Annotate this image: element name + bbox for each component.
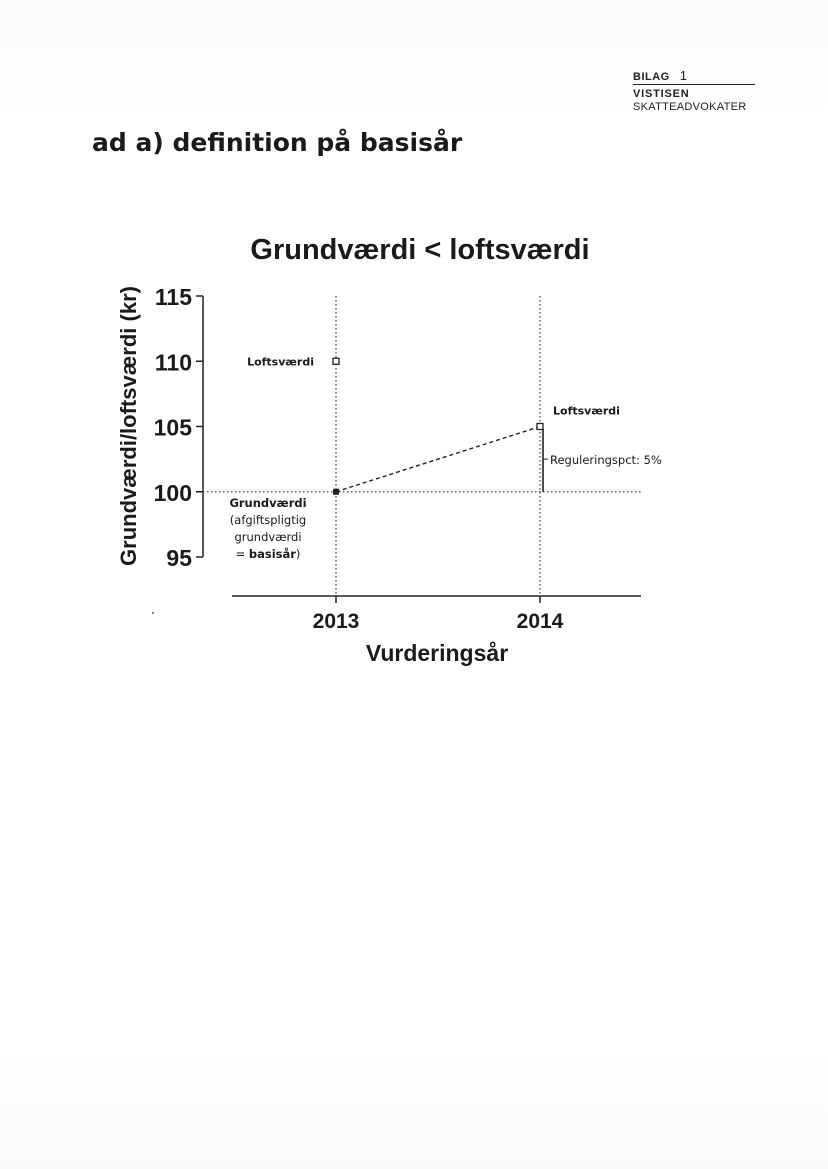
bilag-number: 1 [679,68,688,83]
y-tick-label-105: 105 [153,414,192,441]
grundvaerdi-annotation-basisaar: basisår [248,546,296,561]
firm-name-line1: VISTISEN [633,88,690,100]
grundvaerdi-point-2013 [333,489,339,495]
y-ticks-group [154,284,564,633]
y-tick-label-115: 115 [154,284,192,310]
x-axis-label: Vurderingsår [365,640,509,666]
regulation-line [336,428,537,492]
x-tick-label-2013: 2013 [312,610,360,633]
regulation-label: Reguleringspct: 5% [550,453,662,468]
grundvaerdi-annotation-line-3: grundværdi [234,529,302,544]
grundvaerdi-annotation-line-4 [236,547,301,561]
grundvaerdi-annotation-prefix: = [235,546,249,561]
bilag-label: BILAG [633,71,670,83]
loftsvaerdi-point-2013 [333,358,339,364]
section-heading: ad a) definition på basisår [92,128,463,157]
loftsvaerdi-2013-label: Loftsværdi [247,355,314,369]
grundvaerdi-annotation-suffix: ) [295,546,301,561]
grundvaerdi-annotation-line-1: Grundværdi [229,495,307,510]
scan-speck [152,612,154,614]
y-axis-label: Grundværdi/loftsværdi (kr) [116,286,141,566]
firm-name-line2: SKATTEADVOKATER [633,101,747,113]
annotations-group [229,355,661,561]
loftsvaerdi-2014-label: Loftsværdi [553,404,620,418]
grundvaerdi-annotation-line-2: (afgiftspligtig [229,512,307,527]
x-tick-label-2014: 2014 [516,610,564,633]
y-tick-label-110: 110 [154,349,192,376]
chart-title: Grundværdi < loftsværdi [250,234,590,266]
loftsvaerdi-point-2014 [537,424,543,430]
y-tick-label-95: 95 [166,545,192,571]
y-tick-label-100: 100 [153,479,192,506]
